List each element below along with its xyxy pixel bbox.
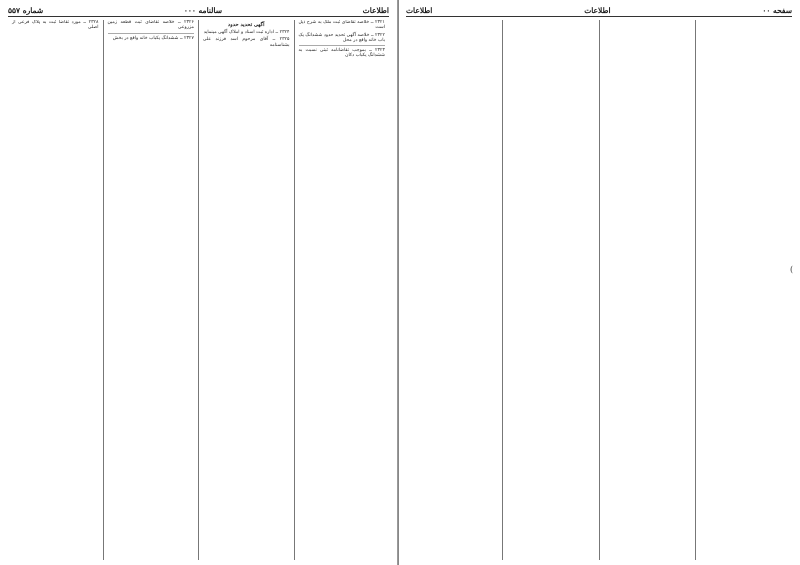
page-fold: [398, 0, 399, 565]
right-col-3: [502, 20, 599, 560]
right-col-2: [599, 20, 696, 560]
right-col-4: [406, 20, 502, 560]
right-col-1: [695, 20, 792, 560]
notice-entry: ۲۳۲۸ ــ مورد تقاضا ثبت به پلاک فرعی از اصلی: [12, 20, 99, 31]
right-header-right: سفحه ۰۰: [762, 5, 792, 15]
section-title: آگهی تحدید حدود: [227, 22, 265, 28]
left-header-right: اطلاعات: [362, 5, 389, 15]
notice-entry: ۲۳۲۴ ــ اداره ثبت اسناد و املاک آگهی مینماید: [203, 30, 290, 35]
margin-mark: (: [790, 265, 794, 274]
notice-entry: ۲۳۲۷ ــ ششدانگ یکباب خانه واقع در بخش: [112, 35, 194, 41]
right-page: [398, 0, 800, 565]
notice-entry: ۲۳۲۵ ــ آقای مرحوم اسد فرزند علی بشناسنامه: [203, 37, 290, 48]
left-col-3: [103, 20, 199, 560]
notice-entry: ۲۳۲۶ ــ خلاصه تقاضای ثبت قطعه زمین مزروعی: [107, 20, 194, 31]
left-col-1: [294, 20, 390, 560]
left-col-2: [198, 20, 294, 560]
left-header-center: سالنامه ۰۰۰: [183, 5, 222, 15]
left-header-left: شماره ۵۵۷: [8, 5, 44, 15]
divider: [299, 45, 386, 46]
notice-entry: ۲۳۲۲ ــ خلاصه آگهی تحدید حدود ششدانگ یک باب خانه واقع در محل: [298, 32, 385, 43]
left-col-4: [8, 20, 103, 560]
divider: [108, 33, 195, 34]
right-header-left: اطلاعات: [406, 5, 433, 15]
right-page-header: [406, 4, 792, 17]
notice-entry: ۲۳۲۱ ــ خلاصه تقاضای ثبت ملک به شرح ذیل است: [298, 20, 385, 31]
right-page-columns: [406, 20, 792, 560]
notice-entry: ۲۳۲۳ ــ بموجب تقاضانامه ثبتی نسبت به ششدانگ یکباب دکان: [298, 48, 385, 59]
left-page-columns: [8, 20, 389, 560]
left-page: [0, 0, 398, 565]
right-header-center: اطلاعات: [584, 5, 611, 15]
left-page-header: [8, 4, 389, 17]
